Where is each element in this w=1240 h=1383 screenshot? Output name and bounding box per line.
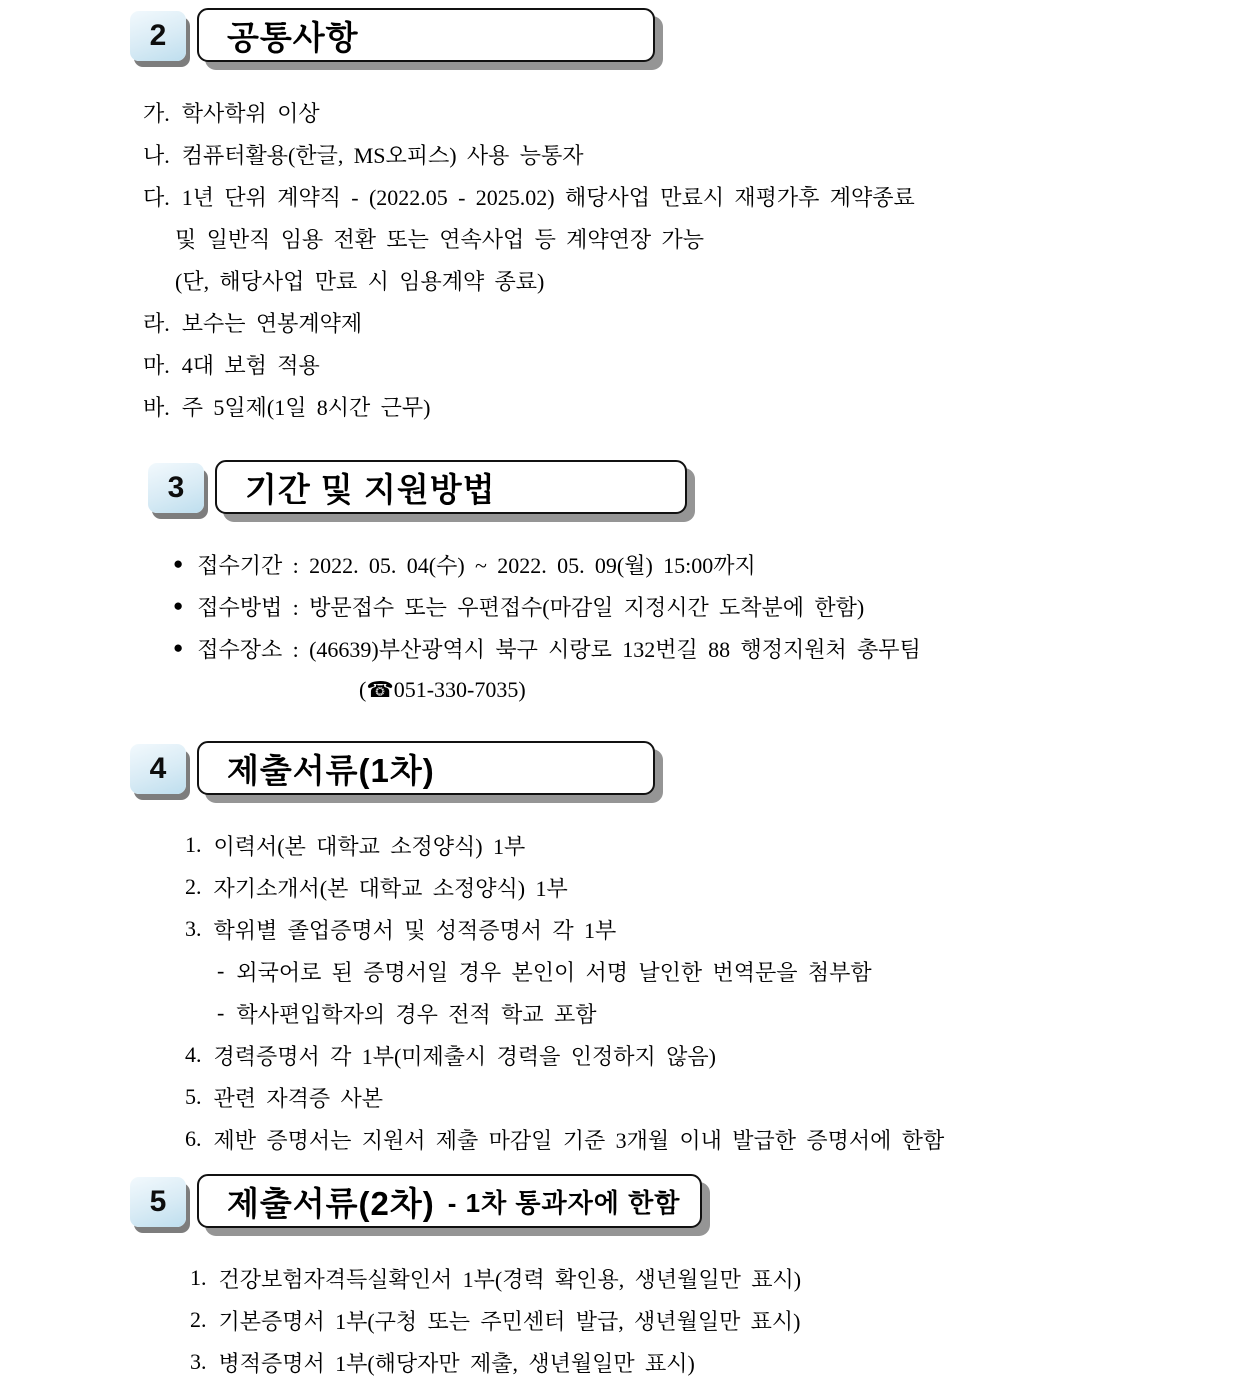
item-marker: - [217,1000,225,1025]
item-text: 접수기간 : 2022. 05. 04(수) ~ 2022. 05. 09(월) 15:00까지 [197,552,756,578]
item-marker: 마. [143,352,170,378]
section-header [130,8,1240,70]
section-list [185,824,1240,1160]
list-item [345,669,1240,711]
section-2 [0,8,1240,427]
list-item [173,627,1240,669]
list-item [190,1257,1240,1299]
item-text: 경력증명서 각 1부(미제출시 경력을 인정하지 않음) [213,1043,716,1069]
item-marker: 5. [185,1084,202,1109]
list-item [143,301,1240,343]
item-text: 기본증명서 1부(구청 또는 주민센터 발급, 생년월일만 표시) [218,1308,801,1334]
item-marker: 바. [143,394,170,420]
item-marker: 가. [143,100,170,126]
section-title: 기간 및 지원방법 [245,470,496,508]
section-number-badge: 4 [130,744,186,794]
item-text: 및 일반직 임용 전환 또는 연속사업 등 계약연장 가능 [175,226,705,252]
section-header [130,741,1240,803]
list-item [190,1341,1240,1383]
list-item [175,259,1240,301]
item-marker: 4. [185,1042,202,1067]
item-text: 외국어로 된 증명서일 경우 본인이 서명 날인한 번역문을 첨부함 [236,959,872,985]
section-title: 제출서류(2차) [227,1184,435,1222]
bullet-icon: ● [173,596,184,615]
item-text: 제반 증명서는 지원서 제출 마감일 기준 3개월 이내 발급한 증명서에 한함 [213,1127,945,1153]
list-item [143,91,1240,133]
section-number-badge: 5 [130,1177,186,1227]
section-5 [0,1174,1240,1383]
list-item [185,1076,1240,1118]
item-text: 자기소개서(본 대학교 소정양식) 1부 [213,875,568,901]
item-text: 주 5일제(1일 8시간 근무) [181,394,431,420]
list-item [173,585,1240,627]
list-item [175,217,1240,259]
list-item [185,1034,1240,1076]
list-item [190,1299,1240,1341]
item-marker: 3. [185,916,202,941]
list-item [185,1118,1240,1160]
section-title-suffix: - 1차 통과자에 한함 [447,1187,681,1218]
section-number-badge: 2 [130,11,186,61]
list-item [185,824,1240,866]
item-text: 관련 자격증 사본 [213,1085,383,1111]
item-marker: 1. [185,832,202,857]
section-title: 공통사항 [227,18,359,56]
section-4 [0,741,1240,1160]
item-text: 학사편입학자의 경우 전적 학교 포함 [236,1001,597,1027]
item-marker: - [217,958,225,983]
section-header [148,460,1240,522]
item-text: 보수는 연봉계약제 [181,310,363,336]
list-item [143,385,1240,427]
section-title-box [215,460,687,514]
list-item [217,950,1240,992]
bullet-icon: ● [173,554,184,573]
item-text: (☎051-330-7035) [359,677,526,702]
list-item [173,543,1240,585]
section-title-box [197,1174,702,1228]
item-marker: 2. [190,1307,207,1332]
item-text: 이력서(본 대학교 소정양식) 1부 [213,833,526,859]
item-marker: 1. [190,1265,207,1290]
item-text: 1년 단위 계약직 - (2022.05 - 2025.02) 해당사업 만료시 재평가후 계약종료 [181,184,915,210]
item-text: 4대 보험 적용 [181,352,320,378]
item-text: 접수장소 : (46639)부산광역시 북구 시랑로 132번길 88 행정지원처 총무팀 [197,636,921,662]
section-title: 제출서류(1차) [227,751,435,789]
list-item [185,908,1240,950]
list-item [143,343,1240,385]
section-title-box [197,8,655,62]
item-marker: 다. [143,184,170,210]
section-list [143,91,1240,427]
section-header [130,1174,1240,1236]
section-list [190,1257,1240,1383]
list-item [143,175,1240,217]
item-text: 병적증명서 1부(해당자만 제출, 생년월일만 표시) [218,1350,695,1376]
item-text: 접수방법 : 방문접수 또는 우편접수(마감일 지정시간 도착분에 한함) [197,594,865,620]
item-marker: 3. [190,1349,207,1374]
section-list [173,543,1240,711]
section-title-box [197,741,655,795]
list-item [185,866,1240,908]
item-marker: 나. [143,142,170,168]
item-text: 학사학위 이상 [181,100,320,126]
item-text: (단, 해당사업 만료 시 임용계약 종료) [175,268,545,294]
item-text: 건강보험자격득실확인서 1부(경력 확인용, 생년월일만 표시) [218,1266,802,1292]
item-text: 컴퓨터활용(한글, MS오피스) 사용 능통자 [181,142,584,168]
item-marker: 6. [185,1126,202,1151]
section-3 [0,460,1240,711]
list-item [143,133,1240,175]
section-number-badge: 3 [148,463,204,513]
item-text: 학위별 졸업증명서 및 성적증명서 각 1부 [213,917,617,943]
list-item [217,992,1240,1034]
bullet-icon: ● [173,638,184,657]
item-marker: 2. [185,874,202,899]
item-marker: 라. [143,310,170,336]
